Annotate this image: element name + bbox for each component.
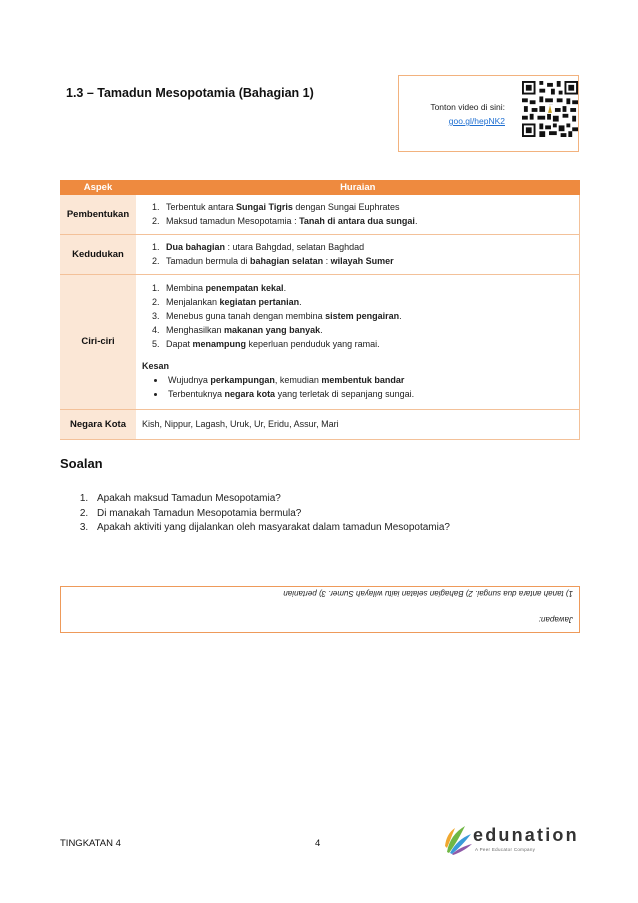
- answer-label: Jawapan:: [538, 615, 573, 624]
- aspect-pembentukan: Pembentukan: [60, 195, 136, 234]
- list-item: 2. Maksud tamadun Mesopotamia : Tanah di antara dua sungai.: [162, 214, 573, 228]
- kesan-label: Kesan: [142, 360, 170, 371]
- answer-upside-down: [61, 587, 579, 632]
- edunation-logo: [443, 822, 583, 858]
- video-label: Tonton video di sini:: [430, 102, 505, 112]
- logo-tagline: A Peer Educator Company: [475, 847, 536, 852]
- aspect-ciri: Ciri-ciri: [60, 274, 136, 409]
- table-header-row: [60, 180, 580, 195]
- soalan-heading: Soalan: [60, 456, 103, 471]
- page-title: 1.3 – Tamadun Mesopotamia (Bahagian 1): [66, 86, 314, 100]
- header-aspek: Aspek: [60, 180, 136, 195]
- video-text: [403, 100, 505, 128]
- question-list: [75, 492, 571, 536]
- question-item: 3. Apakah aktiviti yang dijalankan oleh masyarakat dalam tamadun Mesopotamia?: [91, 521, 571, 536]
- video-box: [398, 75, 579, 152]
- qr-code-icon[interactable]: [522, 81, 578, 137]
- table-row-kedudukan: [60, 234, 580, 274]
- list-item: 3. Menebus guna tanah dengan membina sistem pengairan.: [162, 309, 573, 323]
- desc-negara: Kish, Nippur, Lagash, Uruk, Ur, Eridu, Assur, Mari: [136, 409, 580, 439]
- list-item: 5. Dapat menampung keperluan penduduk yang ramai.: [162, 337, 573, 351]
- table-row-pembentukan: [60, 195, 580, 234]
- leaf-logo-icon: [443, 822, 473, 856]
- list-item: 1. Membina penempatan kekal.: [162, 281, 573, 295]
- question-item: 2. Di manakah Tamadun Mesopotamia bermula?: [91, 507, 571, 522]
- desc-kedudukan: [136, 234, 580, 274]
- list-item: • Wujudnya perkampungan, kemudian membentuk bandar: [166, 373, 573, 387]
- table-row-ciri: [60, 274, 580, 409]
- list-item: 4. Menghasilkan makanan yang banyak.: [162, 323, 573, 337]
- aspect-kedudukan: Kedudukan: [60, 234, 136, 274]
- table-row-negara: [60, 409, 580, 439]
- list-item: 2. Menjalankan kegiatan pertanian.: [162, 295, 573, 309]
- list-item: 1. Dua bahagian : utara Bahgdad, selatan Baghdad: [162, 240, 573, 254]
- desc-ciri: [136, 274, 580, 409]
- page-number: 4: [315, 838, 321, 849]
- question-item: 1. Apakah maksud Tamadun Mesopotamia?: [91, 492, 571, 507]
- answer-text: 1) tanah antara dua sungai. 2) Bahagian selatan iaitu wilayah Sumer. 3) pertanian: [283, 589, 573, 598]
- list-item: 2. Tamadun bermula di bahagian selatan : wilayah Sumer: [162, 254, 573, 268]
- list-item: 1. Terbentuk antara Sungai Tigris dengan Sungai Euphrates: [162, 200, 573, 214]
- desc-pembentukan: [136, 195, 580, 234]
- header-huraian: Huraian: [136, 180, 580, 195]
- logo-wordmark: edunation: [473, 825, 579, 845]
- answer-box: [60, 586, 580, 633]
- aspek-table: [60, 180, 580, 440]
- aspect-negara: Negara Kota: [60, 409, 136, 439]
- list-item: • Terbentuknya negara kota yang terletak di sepanjang sungai.: [166, 387, 573, 401]
- video-link[interactable]: goo.gl/hepNK2: [448, 116, 505, 126]
- footer-grade: TINGKATAN 4: [60, 838, 121, 849]
